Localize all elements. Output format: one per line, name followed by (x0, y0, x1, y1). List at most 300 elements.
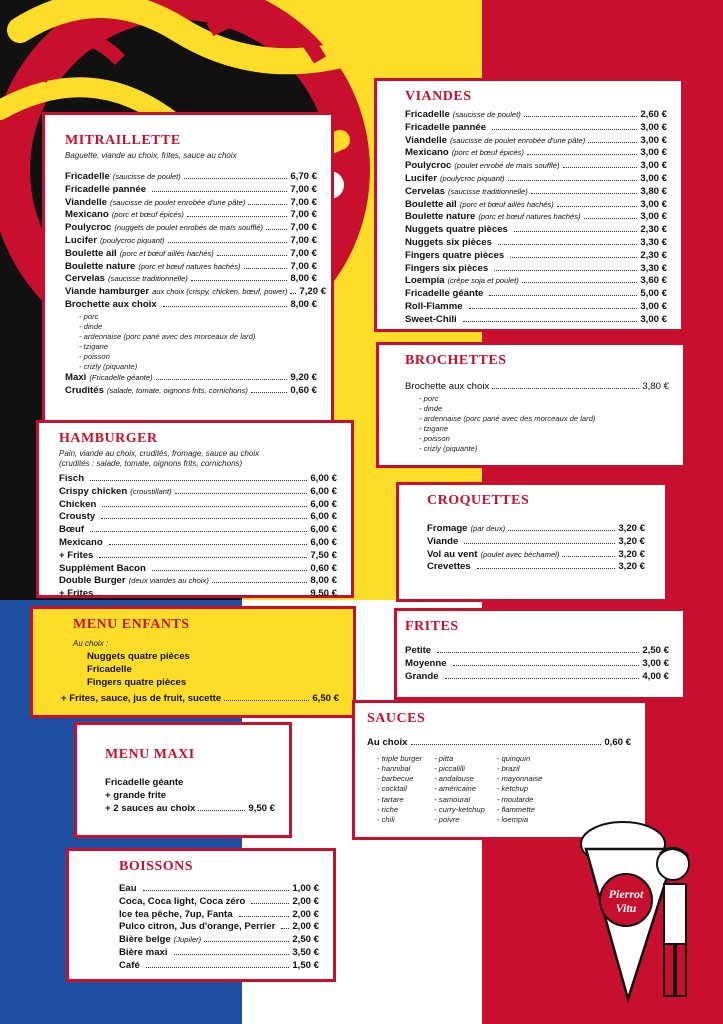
menu-item-price: 2,00 € (292, 895, 319, 907)
menu-item-note: (Jupiler) (173, 935, 202, 945)
menu-item-price: 2,50 € (292, 934, 319, 946)
menu-item-note: (porc et bœuf épicés) (111, 210, 184, 220)
menu-item-note: (poulet enrobé de maïs soufflé) (454, 161, 560, 171)
leader-dots (90, 480, 307, 481)
menu-item-row (59, 473, 337, 486)
menu-item-name: Chicken (59, 498, 97, 510)
menu-item-row (405, 135, 667, 148)
menu-item-row (119, 921, 319, 934)
menu-item-price: 3,00 € (642, 657, 669, 669)
leader-dots (464, 543, 615, 544)
menu-item-price: 3,30 € (640, 262, 667, 274)
menu-item-price: 3,50 € (292, 946, 319, 958)
menu-item-name: Crudités (65, 384, 104, 396)
menu-enfants-choices (73, 650, 339, 689)
menu-item-row (405, 645, 669, 658)
menu-item-name: Coca, Coca light, Coca zéro (119, 895, 246, 907)
menu-item-row (65, 385, 317, 398)
leader-dots (99, 557, 307, 558)
menu-item-price: 7,00 € (290, 247, 317, 259)
menu-item-row (405, 275, 667, 288)
menu-item-note: (croustillant) (130, 486, 172, 496)
menu-item-price: 3,00 € (640, 300, 667, 312)
menu-item-name: Boulette ail (65, 247, 117, 259)
mascot-fries-cone-illustration (578, 804, 708, 1009)
sauce-name: - cocktail (377, 784, 407, 794)
menu-item-name: Petite (405, 645, 432, 656)
menu-item-name: Fromage (427, 523, 468, 534)
menu-item-price: 3,20 € (618, 561, 645, 573)
menu-item-row (65, 372, 317, 385)
brochettes-item (405, 381, 669, 394)
list-line: - ardennaise (porc pané avec des morceaux de lard) (79, 331, 256, 341)
leader-dots (411, 744, 602, 745)
menu-item-price: 3,20 € (618, 548, 645, 560)
menu-item-price: 5,00 € (640, 288, 667, 300)
croquettes-title: CROQUETTES (427, 493, 530, 508)
menu-item-row (65, 184, 317, 197)
menu-item-row (59, 486, 337, 499)
croquettes-panel (396, 482, 668, 602)
menu-item-name: Sweet-Chili (405, 313, 457, 325)
leader-dots (204, 941, 289, 942)
leader-dots (198, 810, 245, 811)
sauces-item-price: 0,60 € (604, 737, 631, 748)
menu-item-name: Pulco citron, Jus d'orange, Perrier (119, 921, 276, 933)
menu-enfants-line-name: + Frites, sauce, jus de fruit, sucette (61, 693, 222, 704)
menu-item-price: 0,60 € (310, 562, 337, 574)
mitraillette-items (65, 171, 327, 312)
menu-item-price: 2,30 € (640, 249, 667, 261)
menu-item-name: Mexicano (59, 536, 103, 548)
menu-item-price: 3,00 € (640, 147, 667, 159)
leader-dots (102, 506, 307, 507)
menu-item-row (405, 186, 667, 199)
menu-item-row (405, 173, 667, 186)
leader-dots (510, 257, 637, 258)
leader-dots (508, 530, 615, 531)
menu-item-name: Brochette aux choix (65, 298, 157, 310)
menu-item-row (65, 209, 317, 222)
sauce-name: - quinquin (496, 753, 531, 763)
menu-enfants-title: MENU ENFANTS (73, 617, 190, 632)
menu-item-price: 3,80 € (640, 185, 667, 197)
list-line: - crizly (piquante) (419, 443, 478, 453)
menu-item-name: Lucifer (405, 172, 437, 184)
menu-item-name: Boulette nature (65, 260, 136, 272)
menu-item-price: 2,60 € (640, 109, 667, 120)
menu-item-name: + Frites (59, 588, 94, 600)
viandes-panel (374, 78, 684, 332)
menu-item-row (405, 237, 667, 250)
menu-item-price: 2,50 € (642, 645, 669, 656)
mascot-text-line2: Vitu (615, 901, 637, 915)
menu-item-name: Boulette ail (405, 198, 457, 210)
menu-maxi-lines (105, 777, 275, 803)
menu-item-name: Mexicano (405, 147, 449, 159)
leader-dots (290, 293, 296, 294)
hamburger-subtitle-line1: Pain, viande au choix, crudités, fromage, sauce au choix (59, 449, 260, 458)
menu-item-row (405, 224, 667, 237)
menu-item-note: (porc et bœuf natures hachés) (478, 212, 581, 222)
menu-item-price: 3,00 € (640, 121, 667, 133)
boissons-title: BOISSONS (119, 859, 194, 874)
list-line: - tzigane (419, 423, 449, 433)
menu-item-row (119, 947, 319, 960)
sauce-name: - tartare (377, 794, 404, 804)
leader-dots (281, 928, 289, 929)
menu-item-name: Fricadelle pannée (405, 121, 487, 133)
menu-item-note: (poulycroc piquant) (100, 235, 165, 245)
menu-item-note: (Fricadelle géante) (89, 372, 153, 382)
mitraillette-extras (65, 372, 317, 398)
menu-item-note: (nuggets de poulet enrobés de maïs soufflé) (114, 223, 263, 233)
list-line: Fricadelle (87, 664, 132, 675)
menu-item-row (65, 248, 317, 261)
menu-item-row (119, 909, 319, 922)
menu-item-name: Roll-Flamme (405, 300, 463, 312)
sauce-name: - chili (377, 815, 395, 825)
menu-item-note: (saucisse traditionnelle) (448, 186, 528, 196)
list-line: - poisson (419, 433, 450, 443)
leader-dots (508, 180, 638, 181)
leader-dots (175, 493, 308, 494)
menu-item-name: Cervelas (65, 273, 106, 285)
menu-item-price: 3,20 € (618, 535, 645, 547)
sauce-name: - américaine (434, 784, 476, 794)
menu-item-price: 6,00 € (310, 536, 337, 548)
brochettes-item-price: 3,80 € (642, 381, 669, 392)
menu-item-price: 6,70 € (290, 171, 317, 182)
menu-item-price: 8,00 € (290, 273, 317, 285)
menu-item-price: 2,00 € (292, 908, 319, 920)
menu-maxi-last (105, 803, 275, 816)
menu-enfants-panel (30, 606, 356, 718)
menu-item-price: 3,00 € (640, 313, 667, 325)
menu-item-row (405, 288, 667, 301)
menu-item-name: Vol au vent (427, 548, 478, 560)
leader-dots (498, 244, 637, 245)
brochettes-panel (376, 342, 686, 468)
menu-item-name: Bière maxi (119, 946, 168, 958)
list-line: - ardennaise (porc pané avec des morceaux de lard) (419, 413, 596, 423)
menu-item-row (65, 197, 317, 210)
menu-item-name: Double Burger (59, 575, 126, 587)
list-line: - tzigane (79, 341, 109, 351)
sauce-name: - curry-ketchup (434, 804, 485, 814)
menu-item-row (119, 883, 319, 896)
menu-item-note: (crêpe soja et poulet) (447, 276, 519, 286)
menu-item-row (405, 160, 667, 173)
menu-item-row (405, 199, 667, 212)
menu-item-note: (poulet avec béchamel) (480, 549, 560, 559)
sauce-name: - hannibal (377, 764, 411, 773)
leader-dots (531, 193, 638, 194)
menu-item-price: 7,00 € (290, 196, 317, 208)
list-line: - dinde (419, 403, 443, 413)
menu-item-name: Maxi (65, 371, 87, 383)
menu-item-name: Moyenne (405, 657, 447, 669)
sauces-item-name: Au choix (367, 737, 408, 748)
menu-item-row (405, 314, 667, 327)
leader-dots (489, 295, 637, 296)
menu-item-row (119, 960, 319, 973)
mitraillette-options (65, 312, 317, 372)
list-line: - porc (79, 311, 99, 321)
menu-maxi-title: MENU MAXI (105, 747, 195, 762)
leader-dots (266, 229, 287, 230)
menu-item-row (405, 250, 667, 263)
leader-dots (143, 890, 290, 891)
leader-dots (492, 129, 637, 130)
leader-dots (453, 665, 640, 666)
viandes-items (405, 109, 667, 327)
leader-dots (152, 570, 307, 571)
menu-item-name: Mexicano (65, 209, 109, 221)
leader-dots (174, 954, 290, 955)
menu-item-note: (saucisse de poulet) (452, 110, 521, 119)
leader-dots (251, 392, 287, 393)
frites-panel (394, 608, 686, 700)
menu-item-name: Fingers six pièces (405, 262, 489, 274)
menu-item-price: 7,00 € (290, 222, 317, 234)
leader-dots (217, 255, 287, 256)
sauce-name: - andalouse (434, 774, 474, 784)
leader-dots (224, 700, 309, 701)
menu-item-row (59, 537, 337, 550)
sauce-column (377, 754, 422, 825)
menu-item-price: 7,00 € (290, 183, 317, 195)
menu-item-name: Eau (119, 883, 137, 894)
boissons-panel (66, 848, 336, 982)
leader-dots (477, 568, 616, 569)
menu-item-name: Crispy chicken (59, 485, 128, 497)
menu-item-name: Grande (405, 670, 439, 682)
menu-item-name: Fingers quatre pièces (405, 249, 505, 261)
leader-dots (584, 218, 638, 219)
sauce-column (497, 754, 543, 825)
menu-item-price: 3,20 € (618, 523, 645, 534)
menu-item-row (65, 222, 317, 235)
menu-item-row (427, 549, 645, 562)
menu-item-price: 7,50 € (310, 549, 337, 561)
menu-item-price: 3,00 € (640, 160, 667, 172)
list-line: - crizly (piquante) (79, 361, 138, 371)
leader-dots (557, 206, 637, 207)
menu-item-price: 7,00 € (290, 260, 317, 272)
menu-item-name: Café (119, 959, 140, 971)
menu-item-price: 6,00 € (310, 524, 337, 536)
hamburger-title: HAMBURGER (59, 431, 158, 446)
menu-item-note: (poulycroc piquant) (440, 173, 505, 183)
list-line: - porc (419, 393, 439, 403)
menu-item-name: + Frites (59, 549, 94, 561)
leader-dots (156, 379, 288, 380)
menu-item-row (59, 499, 337, 512)
list-line: - dinde (79, 321, 103, 331)
menu-item-price: 7,20 € (299, 286, 327, 298)
menu-maxi-line: Fricadelle géante (105, 777, 184, 788)
menu-item-note: (saucisse traditionnelle) (108, 274, 188, 284)
menu-item-price: 1,00 € (292, 883, 319, 894)
leader-dots (109, 544, 308, 545)
leader-dots (437, 652, 639, 653)
menu-item-price: 1,50 € (292, 959, 319, 971)
menu-item-row (59, 563, 337, 576)
mitraillette-panel (42, 112, 334, 424)
leader-dots (469, 308, 638, 309)
menu-item-price: 6,00 € (310, 473, 337, 484)
menu-item-row (65, 273, 317, 286)
menu-item-row (405, 301, 667, 314)
menu-item-price: 3,00 € (640, 172, 667, 184)
list-line: - poisson (79, 351, 110, 361)
menu-item-name: Fricadelle (65, 171, 110, 182)
menu-item-name: Lucifer (65, 234, 97, 246)
mitraillette-title: MITRAILLETTE (65, 133, 181, 148)
menu-item-name: Fisch (59, 473, 85, 484)
menu-item-price: 9,20 € (290, 371, 317, 383)
menu-item-name: Poulycroc (65, 222, 112, 234)
menu-item-name: Loempia (405, 275, 445, 287)
sauce-name: - barbecue (377, 774, 414, 784)
leader-dots (191, 280, 288, 281)
menu-item-note: (porc et bœuf épicés) (451, 148, 524, 158)
menu-item-row (427, 536, 645, 549)
menu-item-row (59, 575, 337, 588)
leader-dots (90, 531, 307, 532)
leader-dots (514, 231, 637, 232)
brochettes-title: BROCHETTES (405, 353, 507, 368)
leader-dots (239, 916, 290, 917)
menu-item-row (65, 235, 317, 248)
menu-item-price: 3,00 € (640, 134, 667, 146)
menu-maxi-panel (74, 722, 292, 838)
menu-item-note: (porc et bœuf aillés hachés) (459, 199, 554, 209)
menu-item-row (405, 263, 667, 276)
sauces-title: SAUCES (367, 711, 426, 726)
menu-item-row (59, 511, 337, 524)
menu-item-row (59, 524, 337, 537)
menu-maxi-line: + grande frite (105, 789, 167, 801)
leader-dots (492, 388, 639, 389)
menu-maxi-last-name: + 2 sauces au choix (105, 802, 196, 814)
hamburger-panel (36, 420, 354, 598)
menu-item-price: 8,00 € (290, 298, 317, 310)
leader-dots (494, 270, 637, 271)
menu-item-row (405, 109, 667, 122)
sauce-name: - riche (377, 804, 399, 814)
menu-item-name: Fricadelle (405, 109, 450, 120)
menu-item-row (65, 286, 327, 299)
sauce-name: - triple burger (377, 753, 423, 763)
leader-dots (522, 282, 638, 283)
menu-item-price: 7,00 € (290, 234, 317, 246)
hamburger-items (59, 473, 337, 601)
menu-item-name: Crousty (59, 511, 96, 523)
menu-item-note: (saucisse de poulet) (112, 172, 181, 181)
menu-item-price: 8,00 € (310, 575, 337, 587)
leader-dots (163, 306, 288, 307)
menu-item-name: Ice tea pêche, 7up, Fanta (119, 908, 233, 920)
croquettes-items (427, 523, 651, 574)
menu-item-row (405, 147, 667, 160)
menu-item-price: 0,60 € (290, 384, 317, 396)
menu-item-price: 6,00 € (310, 485, 337, 497)
brochettes-item-name: Brochette aux choix (405, 381, 490, 392)
menu-item-name: Fricadelle géante (405, 288, 484, 300)
menu-item-name: Crevettes (427, 561, 471, 573)
mascot-text-line1: Pierrot (608, 887, 644, 901)
boissons-items (119, 883, 319, 973)
menu-enfants-intro: Au choix : (73, 639, 109, 648)
leader-dots (184, 178, 288, 179)
menu-item-note: (saucisse de poulet enrobée d'une pâte) (109, 197, 246, 207)
sauce-name: - pitta (434, 753, 454, 763)
menu-item-price: 3,60 € (640, 275, 667, 287)
sauce-name: - moutarde (496, 794, 534, 804)
sauce-name: - loempia (496, 815, 529, 825)
sauce-name: - mayonnaise (496, 774, 543, 784)
menu-item-name: Viande (427, 535, 459, 547)
menu-item-row (59, 588, 337, 601)
sauce-name: - piccalilli (434, 764, 465, 773)
menu-item-row (427, 561, 645, 574)
menu-item-note: (porc et bœuf aillés hachés) (119, 248, 214, 258)
menu-item-name: Cervelas (405, 185, 446, 197)
leader-dots (146, 967, 290, 968)
hamburger-subtitle (59, 449, 337, 469)
menu-item-price: 2,00 € (292, 921, 319, 933)
sauce-column (434, 754, 485, 825)
menu-enfants-line (61, 693, 339, 706)
menu-item-row (65, 261, 317, 274)
menu-item-row (65, 171, 317, 184)
leader-dots (251, 903, 289, 904)
menu-item-name: Boulette nature (405, 211, 476, 223)
leader-dots (101, 518, 307, 519)
menu-item-price: 3,00 € (640, 211, 667, 223)
menu-item-note: (porc et bœuf natures hachés) (138, 261, 241, 271)
menu-item-price: 6,00 € (310, 511, 337, 523)
menu-item-note: (par deux) (470, 524, 506, 533)
menu-item-price: 9,50 € (310, 588, 337, 600)
hamburger-subtitle-line2: (crudités : salade, tomate, oignons frits, cornichons) (59, 459, 243, 468)
viandes-title: VIANDES (405, 89, 472, 104)
brochettes-options (405, 394, 669, 454)
menu-item-row (405, 211, 667, 224)
menu-item-row (405, 671, 669, 684)
leader-dots (445, 678, 640, 679)
menu-item-name: Bœuf (59, 524, 85, 536)
menu-item-name: Poulycroc (405, 160, 452, 172)
leader-dots (562, 556, 615, 557)
leader-dots (524, 116, 638, 117)
sauces-item (367, 737, 631, 750)
list-line: Fingers quatre pièces (87, 677, 187, 688)
leader-dots (168, 242, 288, 243)
menu-item-price: 4,00 € (642, 670, 669, 682)
menu-item-name: Viande hamburger (65, 286, 150, 298)
menu-item-price: 6,00 € (310, 498, 337, 510)
frites-title: FRITES (405, 619, 459, 634)
menu-item-name: Viandelle (405, 134, 447, 146)
menu-item-name: Viandelle (65, 196, 107, 208)
sauce-name: - ketchup (496, 784, 529, 794)
leader-dots (212, 582, 307, 583)
menu-enfants-line-price: 6,50 € (312, 693, 339, 704)
menu-item-price: 3,00 € (640, 198, 667, 210)
